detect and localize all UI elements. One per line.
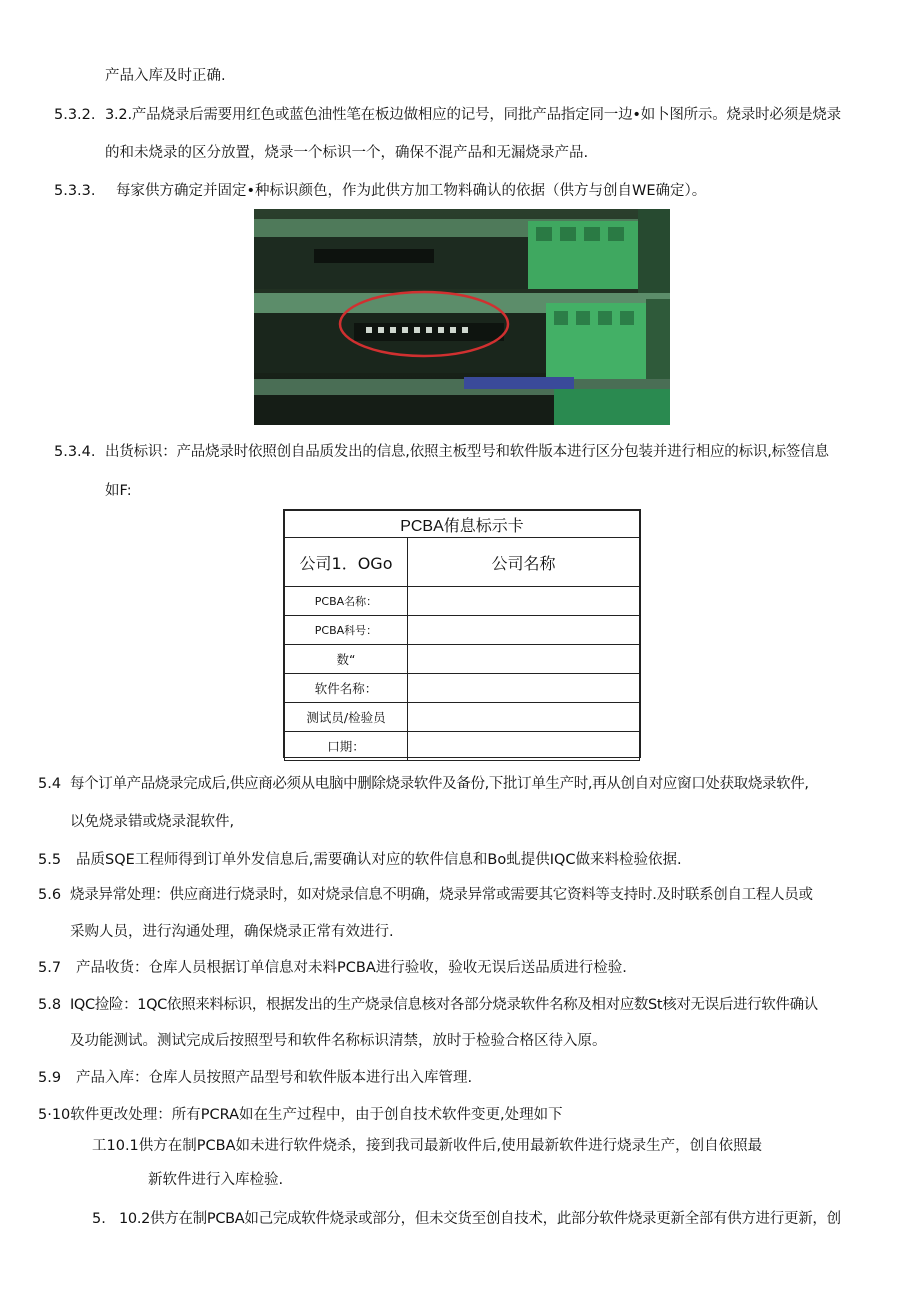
- card-field-label: 测试员/检验员: [285, 703, 408, 732]
- text-line: 如F:: [105, 483, 132, 499]
- text-line: 以免烧录错或烧录混软件,: [70, 814, 235, 830]
- pcba-info-card: [283, 509, 641, 758]
- card-field-value: [408, 616, 640, 645]
- text-line: 采购人员，进行沟通处理，确保烧录正常有效进行.: [70, 924, 394, 940]
- card-field-label: 软件名称：: [285, 674, 408, 703]
- card-field-value: [408, 645, 640, 674]
- card-field-label: 数“: [285, 645, 408, 674]
- card-field-value: [408, 587, 640, 616]
- text-line: 产品入库及时正确.: [105, 68, 226, 84]
- text-line: 产品入库：仓库人员按照产品型号和软件版本进行出入库管理.: [76, 1070, 473, 1086]
- text-line: 每个订单产品烧录完成后,供应商必须从电脑中删除烧录软件及备份,下批订单生产时,再从创自对应窗口处获取烧录软件,: [70, 776, 809, 792]
- text-line: 烧录异常处理：供应商进行烧录时，如对烧录信息不明确，烧录异常或需要其它资料等支持时.及时联系创自工程人员或: [70, 887, 813, 903]
- text-line: 每家供方确定并固定•种标识颜色，作为此供方加工物料确认的依据（供方与创自WE确定）。: [116, 183, 707, 199]
- card-field-value: [408, 703, 640, 732]
- company-name: 公司名称: [408, 538, 640, 587]
- text-line: 产品收货：仓库人员根据订单信息对未料PCBA进行验收，验收无误后送品质进行检验.: [76, 960, 627, 976]
- section-number: 5.8: [38, 997, 62, 1013]
- section-number: 5.: [92, 1211, 106, 1227]
- section-number: 5.6: [38, 887, 62, 903]
- section-number: 5.4: [38, 776, 62, 792]
- text-line: 新软件进行入库检验.: [148, 1172, 284, 1188]
- section-number: 5.9: [38, 1070, 62, 1086]
- company-code: 公司1．OGo: [285, 538, 408, 587]
- card-field-label: PCBA科号：: [285, 616, 408, 645]
- card-field-value: [408, 732, 640, 761]
- card-field-value: [408, 674, 640, 703]
- card-field-label: PCBA名称：: [285, 587, 408, 616]
- text-line: 3.2.产品烧录后需要用红色或蓝色油性笔在板边做相应的记号，同批产品指定同一边•如卜图所示。烧录时必须是烧录: [105, 107, 841, 123]
- text-line: IQC捡险：1QC依照来料标识，根据发出的生产烧录信息核对各部分烧录软件名称及相对应数St核对无误后进行软件确认: [70, 997, 818, 1013]
- text-line: 品质SQE工程师得到订单外发信息后,需要确认对应的软件信息和Bo虬提供IQC做来料检验依据.: [76, 852, 682, 868]
- text-line: 5·10软件更改处理：所有PCRA如在生产过程中，由于创自技术软件变更,处理如下: [38, 1107, 563, 1123]
- section-number: 5.7: [38, 960, 62, 976]
- card-field-label: 口期：: [285, 732, 408, 761]
- pcb-photo-graphic: [254, 209, 670, 425]
- text-line: 工10.1供方在制PCBA如未进行软件烧杀，接到我司最新收件后,使用最新软件进行烧录生产，创自依照最: [92, 1138, 763, 1154]
- text-line: 及功能测试。测试完成后按照型号和软件名称标识清禁，放时于检验合格区待入原。: [70, 1033, 607, 1049]
- pcb-photo: [254, 209, 670, 425]
- section-number: 5.3.3.: [54, 183, 96, 199]
- pcba-info-table: [284, 510, 640, 761]
- text-line: 出货标识：产品烧录时依照创自品质发出的信息,依照主板型号和软件版本进行区分包装并进行相应的标识,标签信息: [105, 444, 829, 460]
- card-title: PCBA侑息标示卡: [285, 511, 640, 538]
- text-line: 10.2供方在制PCBA如己完成软件烧录或部分，但未交货至创自技术，此部分软件烧录更新全部有供方进行更新，创: [119, 1211, 841, 1227]
- section-number: 5.5: [38, 852, 62, 868]
- section-number: 5.3.4.: [54, 444, 96, 460]
- text-line: 的和未烧录的区分放置，烧录一个标识一个，确保不混产品和无漏烧录产品.: [105, 145, 589, 161]
- section-number: 5.3.2.: [54, 107, 96, 123]
